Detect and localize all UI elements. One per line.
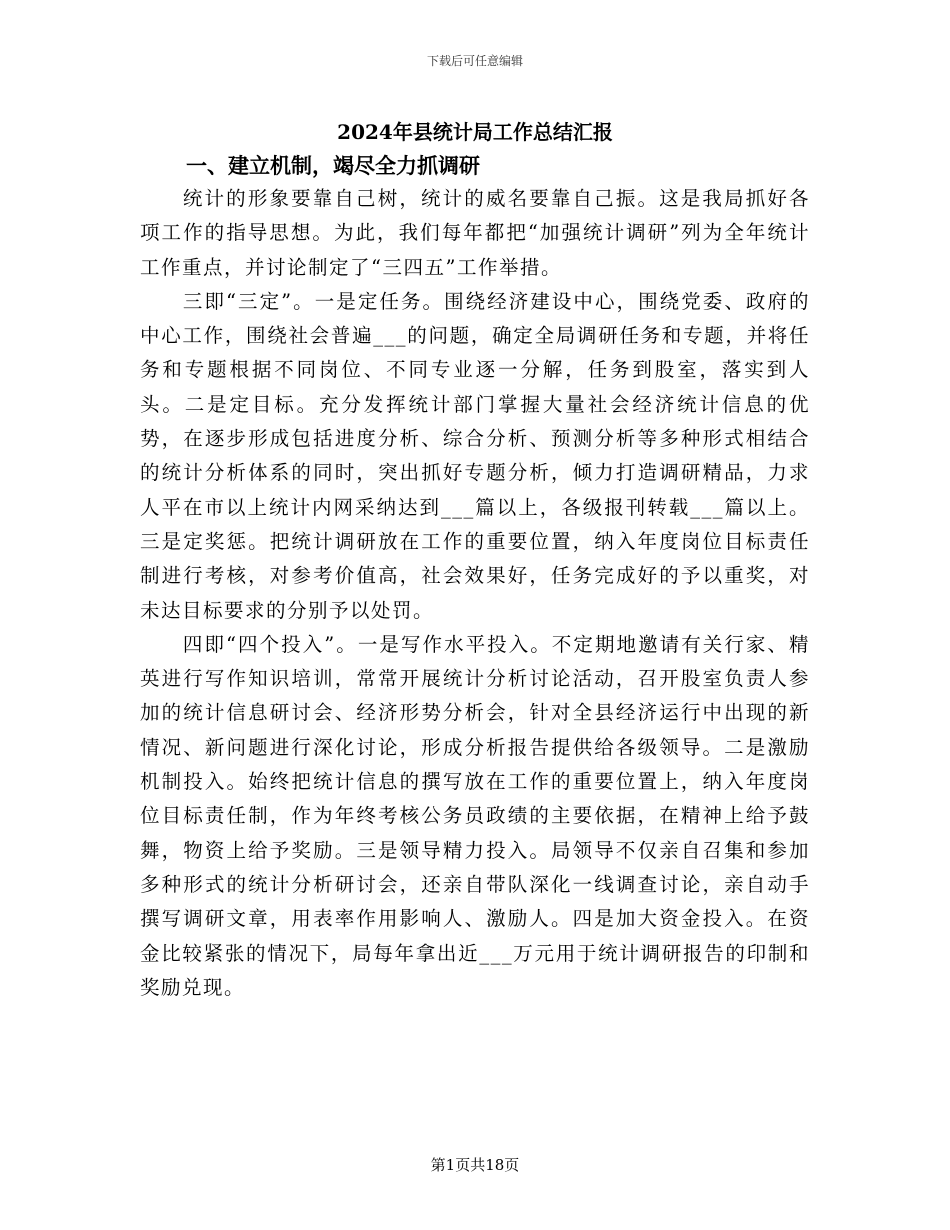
paragraph: 四即“四个投入”。一是写作水平投入。不定期地邀请有关行家、精英进行写作知识培训，常常开展统计分析讨论活动，召开股室负责人参加的统计信息研讨会、经济形势分析会，针对全县经济运行中出现的新情况、新问题进行深化讨论，形成分析报告提供给各级领导。二是激励机制投入。始终把统计信息的撰写放在工作的重要位置上，纳入年度岗位目标责任制，作为年终考核公务员政绩的主要依据，在精神上给予鼓舞，物资上给予奖励。三是领导精力投入。局领导不仅亲自召集和参加多种形式的统计分析研讨会，还亲自带队深化一线调查讨论，亲自动手撰写调研文章，用表率作用影响人、激励人。四是加大资金投入。在资金比较紧张的情况下，局每年拿出近___万元用于统计调研报告的印制和奖励兑现。 [140, 632, 810, 999]
paragraph: 统计的形象要靠自己树，统计的威名要靠自己振。这是我局抓好各项工作的指导思想。为此，我们每年都把“加强统计调研”列为全年统计工作重点，并讨论制定了“三四五”工作举措。 [140, 187, 810, 279]
paragraph: 三即“三定”。一是定任务。围绕经济建设中心，围绕党委、政府的中心工作，围绕社会普遍___的问题，确定全局调研任务和专题，并将任务和专题根据不同岗位、不同专业逐一分解，任务到股室，落实到人头。二是定目标。充分发挥统计部门掌握大量社会经济统计信息的优势，在逐步形成包括进度分析、综合分析、预测分析等多种形式相结合的统计分析体系的同时，突出抓好专题分析，倾力打造调研精品，力求人平在市以上统计内网采纳达到___篇以上，各级报刊转载___篇以上。三是定奖惩。把统计调研放在工作的重要位置，纳入年度岗位目标责任制进行考核，对参考价值高，社会效果好，任务完成好的予以重奖，对未达目标要求的分别予以处罚。 [140, 289, 810, 622]
header-note: 下载后可任意编辑 [426, 54, 523, 68]
section-heading: 一、建立机制，竭尽全力抓调研 [186, 153, 480, 178]
page-indicator: 第1页共18页 [430, 1156, 520, 1174]
document-title: 2024年县统计局工作总结汇报 [337, 120, 613, 144]
body-text [140, 182, 810, 1005]
